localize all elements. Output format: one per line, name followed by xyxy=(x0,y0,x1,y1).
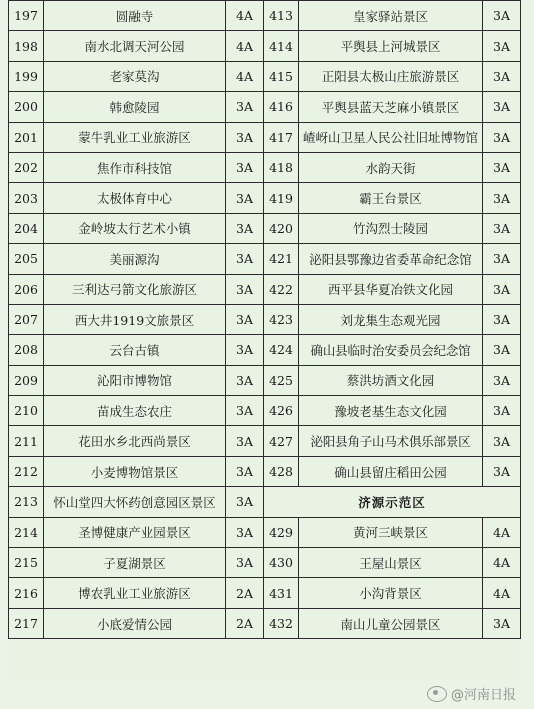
table-row xyxy=(9,244,521,274)
scenic-area-name: 黄河三峡景区 xyxy=(299,517,483,547)
row-number: 207 xyxy=(9,304,44,334)
grade-level: 3A xyxy=(226,396,264,426)
scenic-area-name: 小底爱情公园 xyxy=(44,608,226,638)
scenic-area-name: 王屋山景区 xyxy=(299,548,483,578)
row-number: 428 xyxy=(264,456,299,486)
scenic-area-name: 焦作市科技馆 xyxy=(44,152,226,182)
row-number: 432 xyxy=(264,608,299,638)
scenic-area-name: 南水北调天河公园 xyxy=(44,31,226,61)
row-number: 415 xyxy=(264,61,299,91)
grade-level: 3A xyxy=(483,122,521,152)
scenic-area-name: 西大井1919文旅景区 xyxy=(44,304,226,334)
grade-level: 3A xyxy=(226,122,264,152)
grade-level: 3A xyxy=(226,365,264,395)
scenic-area-name: 圣博健康产业园景区 xyxy=(44,517,226,547)
row-number: 431 xyxy=(264,578,299,608)
scenic-area-name: 太极体育中心 xyxy=(44,183,226,213)
table-row xyxy=(9,365,521,395)
grade-level: 3A xyxy=(483,365,521,395)
scenic-area-name: 三利达弓箭文化旅游区 xyxy=(44,274,226,304)
scenic-area-name: 怀山堂四大怀药创意园区景区 xyxy=(44,487,226,517)
scenic-area-name: 小沟背景区 xyxy=(299,578,483,608)
scenic-area-name: 平舆县蓝天芝麻小镇景区 xyxy=(299,92,483,122)
grade-level: 4A xyxy=(226,1,264,31)
scenic-area-name: 云台古镇 xyxy=(44,335,226,365)
grade-level: 4A xyxy=(483,578,521,608)
grade-level: 3A xyxy=(226,456,264,486)
grade-level: 3A xyxy=(483,183,521,213)
row-number: 205 xyxy=(9,244,44,274)
grade-level: 3A xyxy=(483,1,521,31)
table-row xyxy=(9,548,521,578)
grade-level: 3A xyxy=(226,426,264,456)
row-number: 213 xyxy=(9,487,44,517)
scenic-area-name: 小麦博物馆景区 xyxy=(44,456,226,486)
row-number: 417 xyxy=(264,122,299,152)
row-number: 215 xyxy=(9,548,44,578)
scenic-area-name: 博农乳业工业旅游区 xyxy=(44,578,226,608)
row-number: 416 xyxy=(264,92,299,122)
row-number: 414 xyxy=(264,31,299,61)
table-row xyxy=(9,152,521,182)
table-row xyxy=(9,183,521,213)
row-number: 418 xyxy=(264,152,299,182)
grade-level: 3A xyxy=(226,183,264,213)
table-row xyxy=(9,122,521,152)
table-row xyxy=(9,335,521,365)
scenic-area-name: 老家莫沟 xyxy=(44,61,226,91)
scenic-area-table xyxy=(8,0,521,639)
row-number: 413 xyxy=(264,1,299,31)
table-row xyxy=(9,92,521,122)
scenic-area-name: 沁阳市博物馆 xyxy=(44,365,226,395)
table-row xyxy=(9,61,521,91)
table-row xyxy=(9,517,521,547)
grade-level: 2A xyxy=(226,608,264,638)
row-number: 202 xyxy=(9,152,44,182)
scenic-area-name: 豫坡老基生态文化园 xyxy=(299,396,483,426)
grade-level: 3A xyxy=(226,487,264,517)
grade-level: 3A xyxy=(483,244,521,274)
table-row xyxy=(9,456,521,486)
row-number: 216 xyxy=(9,578,44,608)
row-number: 217 xyxy=(9,608,44,638)
row-number: 210 xyxy=(9,396,44,426)
grade-level: 3A xyxy=(226,274,264,304)
row-number: 429 xyxy=(264,517,299,547)
table-row xyxy=(9,304,521,334)
row-number: 421 xyxy=(264,244,299,274)
row-number: 206 xyxy=(9,274,44,304)
grade-level: 4A xyxy=(483,517,521,547)
watermark-text: @河南日报 xyxy=(450,688,516,703)
grade-level: 3A xyxy=(483,608,521,638)
scenic-area-table-sheet xyxy=(8,0,520,680)
row-number: 419 xyxy=(264,183,299,213)
grade-level: 3A xyxy=(483,396,521,426)
row-number: 209 xyxy=(9,365,44,395)
row-number: 204 xyxy=(9,213,44,243)
grade-level: 3A xyxy=(226,548,264,578)
scenic-area-name: 嵖岈山卫星人民公社旧址博物馆 xyxy=(299,122,483,152)
grade-level: 4A xyxy=(483,548,521,578)
scenic-area-name: 南山儿童公园景区 xyxy=(299,608,483,638)
grade-level: 3A xyxy=(226,152,264,182)
row-number: 424 xyxy=(264,335,299,365)
row-number: 208 xyxy=(9,335,44,365)
section-header: 济源示范区 xyxy=(264,487,521,517)
grade-level: 3A xyxy=(483,426,521,456)
scenic-area-name: 泌阳县鄂豫边省委革命纪念馆 xyxy=(299,244,483,274)
row-number: 426 xyxy=(264,396,299,426)
grade-level: 3A xyxy=(226,335,264,365)
row-number: 200 xyxy=(9,92,44,122)
row-number: 212 xyxy=(9,456,44,486)
row-number: 211 xyxy=(9,426,44,456)
grade-level: 3A xyxy=(483,92,521,122)
grade-level: 3A xyxy=(483,304,521,334)
scenic-area-name: 蒙牛乳业工业旅游区 xyxy=(44,122,226,152)
row-number: 203 xyxy=(9,183,44,213)
row-number: 199 xyxy=(9,61,44,91)
scenic-area-name: 竹沟烈士陵园 xyxy=(299,213,483,243)
scenic-area-name: 正阳县太极山庄旅游景区 xyxy=(299,61,483,91)
grade-level: 2A xyxy=(226,578,264,608)
scenic-area-name: 刘龙集生态观光园 xyxy=(299,304,483,334)
scenic-area-name: 韩愈陵园 xyxy=(44,92,226,122)
scenic-area-name: 确山县留庄稻田公园 xyxy=(299,456,483,486)
table-row xyxy=(9,608,521,638)
weibo-icon xyxy=(427,686,447,702)
scenic-area-name: 苗成生态农庄 xyxy=(44,396,226,426)
row-number: 427 xyxy=(264,426,299,456)
table-row xyxy=(9,578,521,608)
grade-level: 3A xyxy=(483,152,521,182)
row-number: 198 xyxy=(9,31,44,61)
grade-level: 3A xyxy=(483,274,521,304)
scenic-area-name: 蔡洪坊酒文化园 xyxy=(299,365,483,395)
row-number: 430 xyxy=(264,548,299,578)
row-number: 423 xyxy=(264,304,299,334)
scenic-area-name: 花田水乡北西尚景区 xyxy=(44,426,226,456)
table-row xyxy=(9,426,521,456)
watermark xyxy=(427,684,516,703)
table-row xyxy=(9,213,521,243)
grade-level: 3A xyxy=(226,244,264,274)
row-number: 201 xyxy=(9,122,44,152)
scenic-area-name: 金岭坡太行艺术小镇 xyxy=(44,213,226,243)
row-number: 420 xyxy=(264,213,299,243)
table-row xyxy=(9,31,521,61)
row-number: 197 xyxy=(9,1,44,31)
scenic-area-name: 皇家驿站景区 xyxy=(299,1,483,31)
scenic-area-name: 确山县临时治安委员会纪念馆 xyxy=(299,335,483,365)
grade-level: 3A xyxy=(483,61,521,91)
scenic-area-name: 西平县华夏冶铁文化园 xyxy=(299,274,483,304)
grade-level: 3A xyxy=(483,31,521,61)
table-row xyxy=(9,1,521,31)
grade-level: 3A xyxy=(226,304,264,334)
row-number: 425 xyxy=(264,365,299,395)
grade-level: 3A xyxy=(226,213,264,243)
scenic-area-name: 平舆县上河城景区 xyxy=(299,31,483,61)
scenic-area-name: 泌阳县角子山马术俱乐部景区 xyxy=(299,426,483,456)
scenic-area-name: 美丽源沟 xyxy=(44,244,226,274)
scenic-area-name: 圆融寺 xyxy=(44,1,226,31)
scenic-area-name: 水韵天街 xyxy=(299,152,483,182)
scenic-area-name: 子夏湖景区 xyxy=(44,548,226,578)
grade-level: 3A xyxy=(226,92,264,122)
row-number: 422 xyxy=(264,274,299,304)
grade-level: 4A xyxy=(226,61,264,91)
table-row xyxy=(9,274,521,304)
scenic-area-name: 霸王台景区 xyxy=(299,183,483,213)
grade-level: 3A xyxy=(483,456,521,486)
grade-level: 3A xyxy=(483,335,521,365)
grade-level: 3A xyxy=(483,213,521,243)
grade-level: 4A xyxy=(226,31,264,61)
grade-level: 3A xyxy=(226,517,264,547)
row-number: 214 xyxy=(9,517,44,547)
table-row xyxy=(9,487,521,517)
table-row xyxy=(9,396,521,426)
